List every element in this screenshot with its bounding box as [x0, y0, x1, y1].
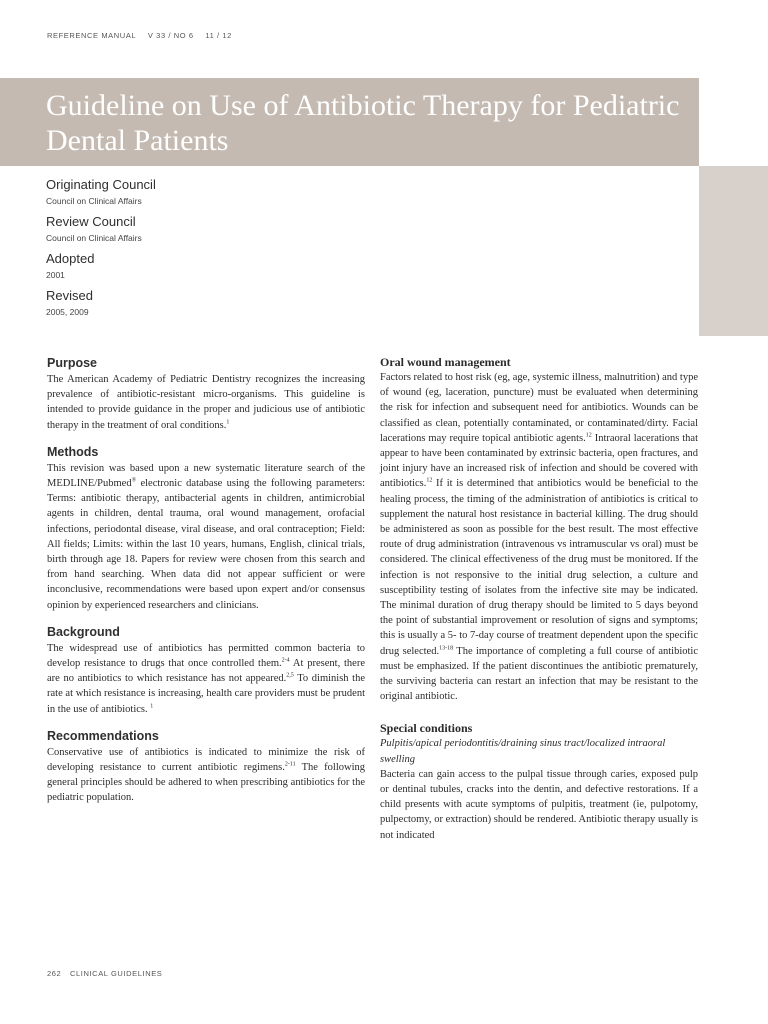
meta-adopted — [46, 250, 646, 283]
section-text: Factors related to host risk (eg, age, systemic illness, malnutrition) and type of wound (eg, laceration, puncture) must be evaluated when determining the risk for infection and subsequent need for antibiotics. Wounds can be classified as clean, potentially contaminated, or contaminated/dirty. Facial lacerations may require topical antibiotic agents.$^{12}$ Intraoral lacerations that appear to have been contaminated by extrinsic bacteria, open fractures, and joint injury have an increased risk of infection and should be covered with antibiotics.$^{12}$ If it is determined that antibiotics would be beneficial to the healing process, the timing of the administration of antibiotics is critical to supplement the natural host resistance in bacterial killing. The drug should be administered as soon as possible for the best result. The most effective route of drug administration (intravenous vs intramuscular vs oral) must be considered. The clinical effectiveness of the drug must be monitored. If the infection is not responsive to the initial drug selection, a culture and susceptibility testing of isolates from the infective site may be indicated. The minimal duration of drug therapy should be limited to 5 days beyond the point of substantial improvement or resolution of signs and symptoms; this is usually a 5- to 7-day course of treatment dependent upon the specific drug selected.$^{13-18}$ The importance of completing a full course of antibiotic must be emphasized. If the patient discontinues the antibiotic prematurely, the surviving bacteria can restart an infection that may be resistant to the original antibiotic. — [380, 372, 698, 703]
page-number: 262 — [47, 969, 62, 978]
section-heading: Oral wound management — [380, 355, 511, 369]
meta-revised — [46, 287, 646, 320]
meta-value: Council on Clinical Affairs — [46, 196, 142, 206]
section-text: Conservative use of antibiotics is indicated to minimize the risk of developing resistance to current antibiotic regimens.$^{2-11}$ The following general principles should be adhered to when prescribing antibiotics for the pediatric population. — [47, 746, 365, 804]
citation-ref: 2,5 — [286, 672, 294, 679]
meta-value: Council on Clinical Affairs — [46, 233, 142, 243]
page-footer — [47, 969, 168, 978]
citation-ref: 12 — [585, 432, 592, 439]
registered-mark: ® — [131, 477, 137, 484]
section-heading: Purpose — [47, 356, 98, 370]
title-band — [0, 78, 699, 166]
volume-issue: V 33 / NO 6 — [147, 31, 194, 40]
meta-heading: Review Council — [46, 214, 136, 229]
meta-value: 2001 — [46, 270, 65, 280]
section-text: The American Academy of Pediatric Dentistry recognizes the increasing prevalence of antibiotic-resistant micro-organisms. This guideline is intended to provide guidance in the proper and judicious use of antibiotic therapy in the treatment of oral conditions.$^1$ — [47, 374, 365, 431]
meta-review-council — [46, 213, 646, 246]
section-heading: Recommendations — [47, 728, 159, 743]
left-column — [47, 354, 365, 816]
section-text: Bacteria can gain access to the pulpal tissue through caries, exposed pulp or dentinal tubules, cracks into the dentin, and defective restorations. If a child presents with acute symptoms of pulpitis, treatment (ie, pulpotomy, pulpectomy, or extraction) should be rendered. Antibiotic therapy usually is not indicated — [380, 768, 698, 841]
meta-info — [46, 176, 646, 324]
section-special-conditions — [380, 720, 698, 842]
citation-ref: 2-4 — [281, 657, 290, 664]
meta-heading: Revised — [46, 288, 93, 303]
section-recommendations — [47, 727, 365, 806]
journal-name: REFERENCE MANUAL — [47, 31, 137, 40]
meta-value: 2005, 2009 — [46, 307, 89, 317]
decorative-strip — [699, 166, 768, 336]
issue-date: 11 / 12 — [205, 31, 232, 40]
citation-ref: 1 — [226, 419, 230, 426]
page-title: Guideline on Use of Antibiotic Therapy for Pediatric Dental Patients — [46, 89, 680, 157]
citation-ref: 2-11 — [284, 761, 296, 768]
footer-section: CLINICAL GUIDELINES — [70, 969, 163, 978]
section-methods — [47, 443, 365, 613]
running-head — [47, 31, 241, 40]
section-background — [47, 623, 365, 717]
section-heading: Special conditions — [380, 721, 473, 736]
section-text: This revision was based upon a new systematic literature search of the MEDLINE/Pubmed® electronic database using the following parameters: Terms: antibiotic therapy, antibacterial agents in children, antimicrobial agents in children, dental trauma, oral wound management, orofacial infections, periodontal disease, viral disease, and oral contraception; Field: All fields; Limits: within the last 10 years, humans, English, clinical trials, birth through age 18. Papers for review were chosen from this search and from hand searching. When data did not appear sufficient or were inconclusive, recommendations were based upon expert and/or consensus opinion by experienced researchers and clinicians. — [47, 462, 365, 611]
meta-heading: Originating Council — [46, 177, 156, 192]
citation-ref: 1 — [150, 703, 154, 710]
meta-originating-council — [46, 176, 646, 209]
section-heading: Methods — [47, 444, 99, 459]
citation-ref: 13-18 — [439, 645, 454, 652]
meta-heading: Adopted — [46, 251, 95, 266]
section-purpose — [47, 354, 365, 433]
right-column — [380, 354, 698, 853]
section-subheading: Pulpitis/apical periodontitis/draining sinus tract/localized intraoral swelling — [380, 738, 666, 765]
citation-ref: 12 — [426, 477, 433, 484]
section-heading: Background — [47, 624, 120, 639]
section-text: The widespread use of antibiotics has permitted common bacteria to develop resistance to drugs that once controlled them.$^{2-4}$ At present, there are no antibiotics to which resistance has not appeared.$^{2,5}$ To diminish the rate at which resistance is increasing, health care providers must be prudent in the use of antibiotics. $^1$ — [47, 642, 366, 715]
section-oral-wound-management — [380, 354, 698, 704]
